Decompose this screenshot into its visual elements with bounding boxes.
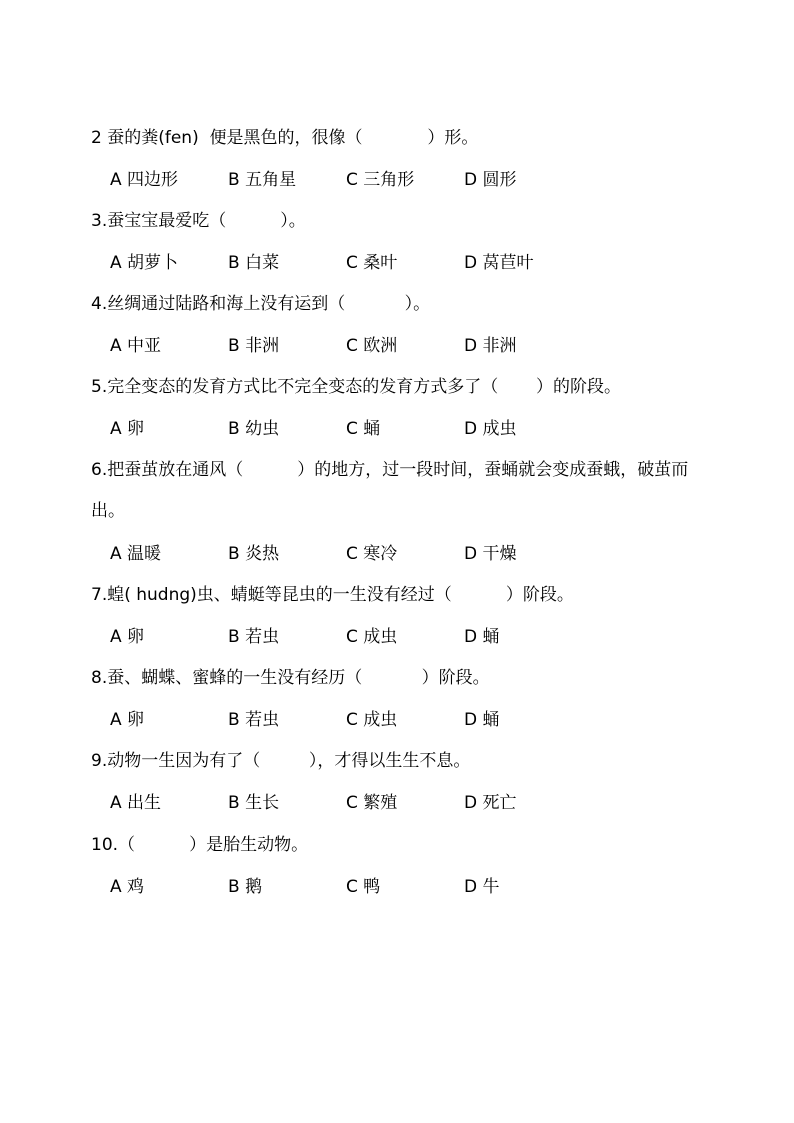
question-5-option-a: A 卵 (110, 419, 145, 439)
question-8-option-c: C 成虫 (346, 710, 398, 730)
question-9-option-a: A 出生 (110, 793, 162, 813)
question-4-option-d: D 非洲 (464, 336, 517, 356)
question-5-option-c: C 蛹 (346, 419, 381, 439)
question-2-option-d: D 圆形 (464, 170, 517, 190)
question-7-text: 7.蝗( hudng)虫、蜻蜓等昆虫的一生没有经过（ ）阶段。 (91, 585, 574, 605)
question-5-option-b: B 幼虫 (228, 419, 280, 439)
question-7-option-a: A 卵 (110, 627, 145, 647)
question-2-text: 2 蚕的粪(fen) 便是黑色的，很像（ ）形。 (91, 128, 479, 148)
question-6-text: 6.把蚕茧放在通风（ ）的地方，过一段时间，蚕蛹就会变成蚕蛾，破茧而出。 (91, 460, 689, 521)
question-2-option-a: A 四边形 (110, 170, 179, 190)
question-3-option-d: D 莴苣叶 (464, 253, 534, 273)
question-3-text: 3.蚕宝宝最爱吃（ ）。 (91, 211, 306, 231)
question-6-option-c: C 寒冷 (346, 544, 398, 564)
question-7-option-c: C 成虫 (346, 627, 398, 647)
question-3-option-c: C 桑叶 (346, 253, 398, 273)
question-3-option-b: B 白菜 (228, 253, 280, 273)
question-9-option-d: D 死亡 (464, 793, 517, 813)
question-2-option-b: B 五角星 (228, 170, 297, 190)
question-7-option-d: D 蛹 (464, 627, 500, 647)
question-4-option-c: C 欧洲 (346, 336, 398, 356)
question-10-option-c: C 鸭 (346, 877, 381, 897)
question-5-text: 5.完全变态的发育方式比不完全变态的发育方式多了（ ）的阶段。 (91, 377, 622, 397)
question-10-option-d: D 牛 (464, 877, 500, 897)
question-8-option-a: A 卵 (110, 710, 145, 730)
question-4-option-a: A 中亚 (110, 336, 162, 356)
question-6-option-d: D 干燥 (464, 544, 517, 564)
question-8-option-b: B 若虫 (228, 710, 280, 730)
question-10-option-b: B 鹅 (228, 877, 263, 897)
question-2-option-c: C 三角形 (346, 170, 415, 190)
question-7-option-b: B 若虫 (228, 627, 280, 647)
question-9-option-c: C 繁殖 (346, 793, 398, 813)
question-6-option-a: A 温暖 (110, 544, 162, 564)
question-3-option-a: A 胡萝卜 (110, 253, 179, 273)
question-5-option-d: D 成虫 (464, 419, 517, 439)
question-8-text: 8.蚕、蝴蝶、蜜蜂的一生没有经历（ ）阶段。 (91, 668, 490, 688)
question-9-text: 9.动物一生因为有了（ ），才得以生生不息。 (91, 751, 471, 771)
question-4-option-b: B 非洲 (228, 336, 280, 356)
question-8-option-d: D 蛹 (464, 710, 500, 730)
question-10-option-a: A 鸡 (110, 877, 145, 897)
question-10-text: 10.（ ）是胎生动物。 (91, 835, 309, 855)
question-9-option-b: B 生长 (228, 793, 280, 813)
question-6-option-b: B 炎热 (228, 544, 280, 564)
question-4-text: 4.丝绸通过陆路和海上没有运到（ ）。 (91, 294, 431, 314)
